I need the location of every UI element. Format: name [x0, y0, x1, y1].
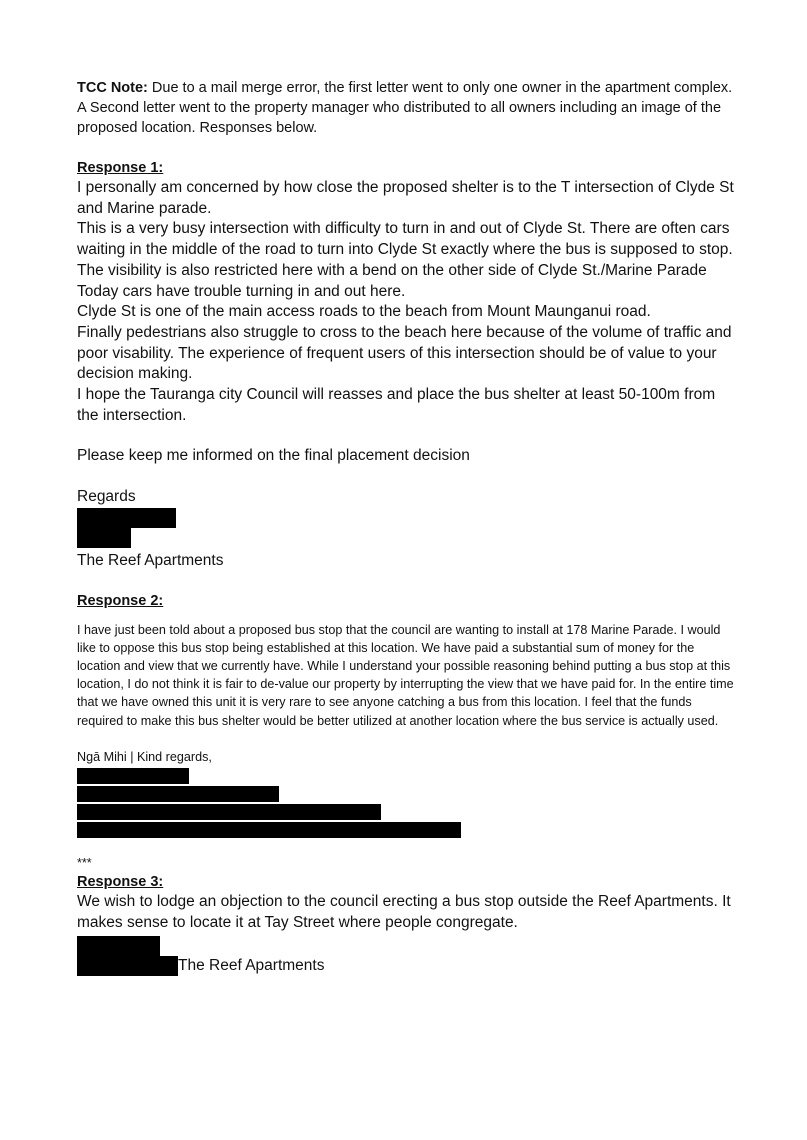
response-1-heading: Response 1: — [77, 160, 164, 176]
response-2-body: I have just been told about a proposed bus stop that the council are wanting to install at 178 Marine Parade. I would like to oppose this bus stop being established at this location. We have paid a substantial sum of money for the location and view that we currently have. While I understand your possible reasoning behind putting a bus stop at this location, I do not think it is fair to de-value our property by interrupting the view that we have paid for. In the entire time that we have owned this unit it is very rare to see anyone catching a bus from this location. I feel that the funds required to make this bus shelter would be better utilized at another location where the bus service is actually used. — [77, 622, 734, 728]
redacted-signature-line — [77, 768, 189, 784]
response-1-closing: Please keep me informed on the final placement decision — [77, 447, 470, 465]
response-1-paragraph: Finally pedestrians also struggle to cross to the beach here because of the volume of traffic and poor visability. The experience of frequent users of this intersection should be of value to your decision making. — [77, 323, 732, 383]
response-1-paragraph: Today cars have trouble turning in and out here. — [77, 282, 406, 300]
response-2-heading: Response 2: — [77, 592, 164, 609]
redacted-name — [77, 528, 131, 548]
response-1-paragraph: I personally am concerned by how close the proposed shelter is to the T intersection of Clyde St and Marine parade. — [77, 179, 734, 217]
response-3-org: The Reef Apartments — [178, 956, 325, 974]
separator: *** — [77, 855, 92, 870]
response-1-signoff: Regards — [77, 488, 136, 506]
response-3-heading: Response 3: — [77, 874, 164, 891]
response-2-signoff: Ngā Mihi | Kind regards, — [77, 749, 212, 764]
response-1-paragraph: I hope the Tauranga city Council will reasses and place the bus shelter at least 50-100m from the intersection. — [77, 386, 716, 424]
tcc-note-label: TCC Note: — [77, 80, 148, 96]
tcc-note-text: Due to a mail merge error, the first letter went to only one owner in the apartment complex. A Second letter went to the property manager who distributed to all owners including an image of the proposed location. Responses below. — [77, 80, 733, 136]
document-page — [77, 78, 737, 978]
response-1-paragraph: Clyde St is one of the main access roads to the beach from Mount Maunganui road. — [77, 303, 651, 321]
redacted-signature-line — [77, 804, 381, 820]
redacted-name — [77, 936, 160, 958]
redacted-signature-line — [77, 786, 279, 802]
tcc-note — [77, 78, 737, 138]
response-3-body: We wish to lodge an objection to the council erecting a bus stop outside the Reef Apartments. It makes sense to locate it at Tay Street where people congregate. — [77, 893, 731, 931]
redacted-name — [77, 956, 178, 976]
redacted-name — [77, 508, 176, 528]
response-1-org: The Reef Apartments — [77, 551, 224, 569]
response-1-paragraph: The visibility is also restricted here with a bend on the other side of Clyde St./Marine Parade — [77, 261, 707, 279]
response-1-paragraph: This is a very busy intersection with difficulty to turn in and out of Clyde St. There are often cars waiting in the middle of the road to turn into Clyde St exactly where the bus is supposed to stop. — [77, 220, 733, 259]
response-3-signature — [77, 936, 737, 978]
redacted-signature-line — [77, 822, 461, 838]
